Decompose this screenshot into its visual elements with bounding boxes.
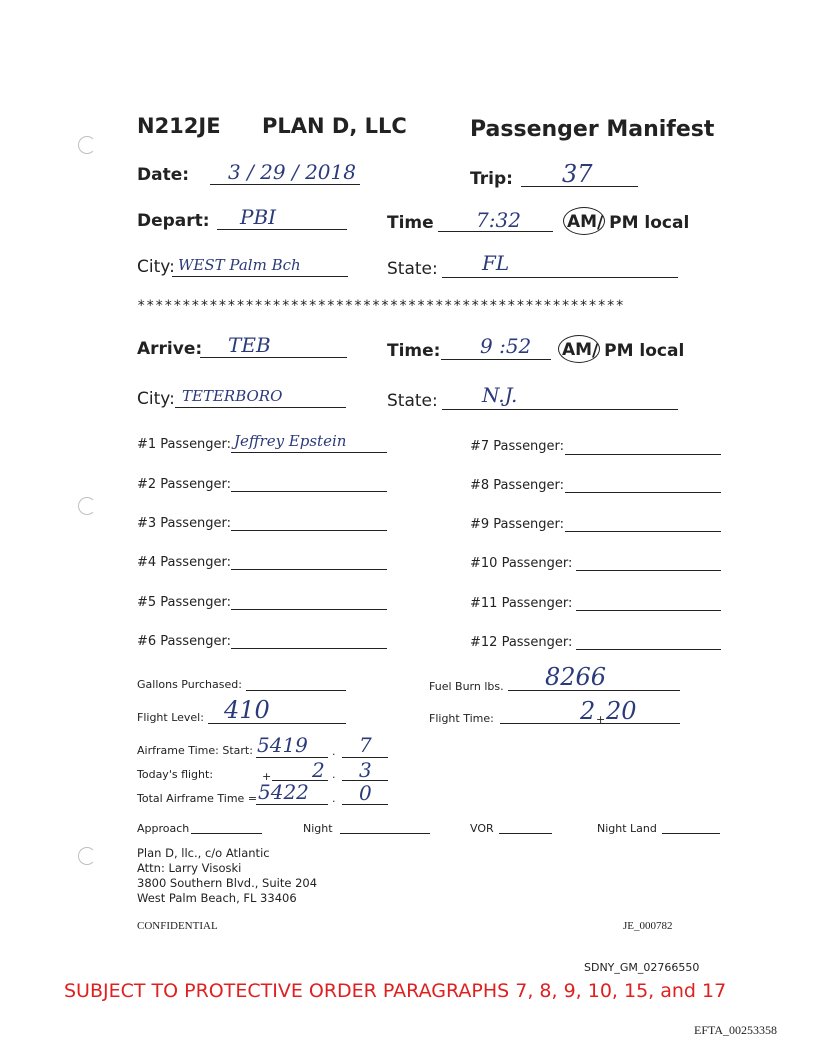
passenger-9-label: #9 Passenger: xyxy=(470,517,565,532)
flight-time-minutes: 20 xyxy=(606,697,637,725)
flight-time-plus: + xyxy=(596,713,606,726)
depart-value: PBI xyxy=(240,205,277,229)
arrive-state-line xyxy=(442,409,678,410)
depart-state-value: FL xyxy=(482,251,510,275)
todays-flight-dot: . xyxy=(332,768,336,781)
flight-time-label: Flight Time: xyxy=(429,712,494,725)
arrive-label: Arrive: xyxy=(137,339,203,359)
total-airframe-line-whole xyxy=(256,804,328,805)
passenger-7-line xyxy=(565,454,721,455)
depart-am-label: AM xyxy=(567,212,598,232)
flight-time-hours: 2 xyxy=(580,697,596,725)
depart-city-value: WEST Palm Bch xyxy=(178,256,301,274)
tail-number: N212JE xyxy=(137,114,221,138)
passenger-3-line xyxy=(231,530,387,531)
vor-line xyxy=(499,833,552,834)
gallons-line xyxy=(246,690,346,691)
arrive-value: TEB xyxy=(228,333,271,357)
fuel-burn-value: 8266 xyxy=(545,663,607,691)
passenger-8-line xyxy=(565,492,721,493)
date-label: Date: xyxy=(137,165,190,185)
depart-pm-local: / PM local xyxy=(597,213,690,233)
date-line xyxy=(210,184,360,185)
arrive-state-label: State: xyxy=(387,391,438,411)
efta-bates-number: EFTA_00253358 xyxy=(694,1023,778,1037)
gallons-label: Gallons Purchased: xyxy=(137,678,242,691)
approach-label: Approach xyxy=(137,822,190,835)
company-name: PLAN D, LLC xyxy=(262,114,407,138)
address-line-4: West Palm Beach, FL 33406 xyxy=(137,891,297,905)
je-bates-number: JE_000782 xyxy=(623,920,673,932)
arrive-city-value: TETERBORO xyxy=(182,387,283,405)
night-land-label: Night Land xyxy=(597,822,657,835)
passenger-4-line xyxy=(231,569,387,570)
flight-level-label: Flight Level: xyxy=(137,711,204,724)
passenger-5-line xyxy=(231,609,387,610)
passenger-4-label: #4 Passenger: xyxy=(137,555,232,570)
arrive-line xyxy=(200,357,347,358)
passenger-1-value: Jeffrey Epstein xyxy=(234,432,347,450)
passenger-6-line xyxy=(231,648,387,649)
passenger-2-label: #2 Passenger: xyxy=(137,477,232,492)
vor-label: VOR xyxy=(470,822,494,835)
separator-line: ****************************************************** xyxy=(137,298,625,314)
depart-label: Depart: xyxy=(137,211,210,231)
passenger-3-label: #3 Passenger: xyxy=(137,516,232,531)
flight-level-value: 410 xyxy=(224,696,270,724)
total-airframe-whole: 5422 xyxy=(258,780,309,804)
depart-city-label: City: xyxy=(137,257,175,277)
passenger-1-line xyxy=(231,452,387,453)
arrive-time-line xyxy=(441,359,551,360)
passenger-1-label: #1 Passenger: xyxy=(137,437,232,452)
fuel-burn-label: Fuel Burn lbs. xyxy=(429,680,504,693)
passenger-6-label: #6 Passenger: xyxy=(137,634,232,649)
page-title: Passenger Manifest xyxy=(470,117,715,142)
depart-city-line xyxy=(172,276,348,277)
depart-line xyxy=(217,229,347,230)
binder-hole-middle xyxy=(78,497,96,515)
address-line-1: Plan D, llc., c/o Atlantic xyxy=(137,846,270,860)
binder-hole-top xyxy=(78,136,96,154)
depart-time-value: 7:32 xyxy=(476,208,521,232)
total-airframe-dec: 0 xyxy=(359,781,372,805)
passenger-11-label: #11 Passenger: xyxy=(470,596,573,611)
arrive-time-value: 9 :52 xyxy=(480,334,532,358)
approach-line xyxy=(191,833,262,834)
depart-time-label: Time xyxy=(387,213,434,233)
passenger-8-label: #8 Passenger: xyxy=(470,478,565,493)
night-label: Night xyxy=(303,822,333,835)
passenger-12-line xyxy=(576,649,721,650)
night-land-line xyxy=(662,833,720,834)
depart-state-label: State: xyxy=(387,259,438,279)
total-airframe-label: Total Airframe Time = xyxy=(137,792,258,805)
address-line-2: Attn: Larry Visoski xyxy=(137,861,242,875)
todays-flight-plus: + xyxy=(262,770,272,783)
arrive-time-label: Time: xyxy=(387,341,441,361)
sdny-bates-number: SDNY_GM_02766550 xyxy=(584,961,700,974)
night-line xyxy=(340,833,430,834)
binder-hole-bottom xyxy=(78,847,96,865)
passenger-11-line xyxy=(576,610,721,611)
confidential-stamp: CONFIDENTIAL xyxy=(137,920,218,932)
depart-state-line xyxy=(442,277,678,278)
passenger-2-line xyxy=(231,491,387,492)
arrive-city-label: City: xyxy=(137,389,175,409)
arrive-city-line xyxy=(175,407,346,408)
passenger-12-label: #12 Passenger: xyxy=(470,635,573,650)
airframe-start-whole: 5419 xyxy=(257,733,308,757)
arrive-state-value: N.J. xyxy=(482,383,518,407)
total-airframe-dot: . xyxy=(332,792,336,805)
todays-flight-label: Today's flight: xyxy=(137,768,214,781)
trip-label: Trip: xyxy=(470,169,513,189)
arrive-am-label: AM xyxy=(562,340,593,360)
passenger-7-label: #7 Passenger: xyxy=(470,439,565,454)
protective-order-notice: SUBJECT TO PROTECTIVE ORDER PARAGRAPHS 7, 8, 9, 10, 15, and 17 xyxy=(64,980,727,1002)
passenger-5-label: #5 Passenger: xyxy=(137,595,232,610)
passenger-10-label: #10 Passenger: xyxy=(470,556,573,571)
address-line-3: 3800 Southern Blvd., Suite 204 xyxy=(137,876,318,890)
airframe-start-dec: 7 xyxy=(359,733,372,757)
date-value: 3 / 29 / 2018 xyxy=(228,160,356,184)
airframe-start-dot: . xyxy=(332,745,336,758)
todays-flight-dec: 3 xyxy=(359,758,372,782)
trip-value: 37 xyxy=(562,160,593,188)
airframe-start-label: Airframe Time: Start: xyxy=(137,744,253,757)
arrive-pm-local: / PM local xyxy=(592,341,685,361)
todays-flight-whole: 2 xyxy=(312,758,325,782)
passenger-10-line xyxy=(576,570,721,571)
passenger-9-line xyxy=(565,531,721,532)
